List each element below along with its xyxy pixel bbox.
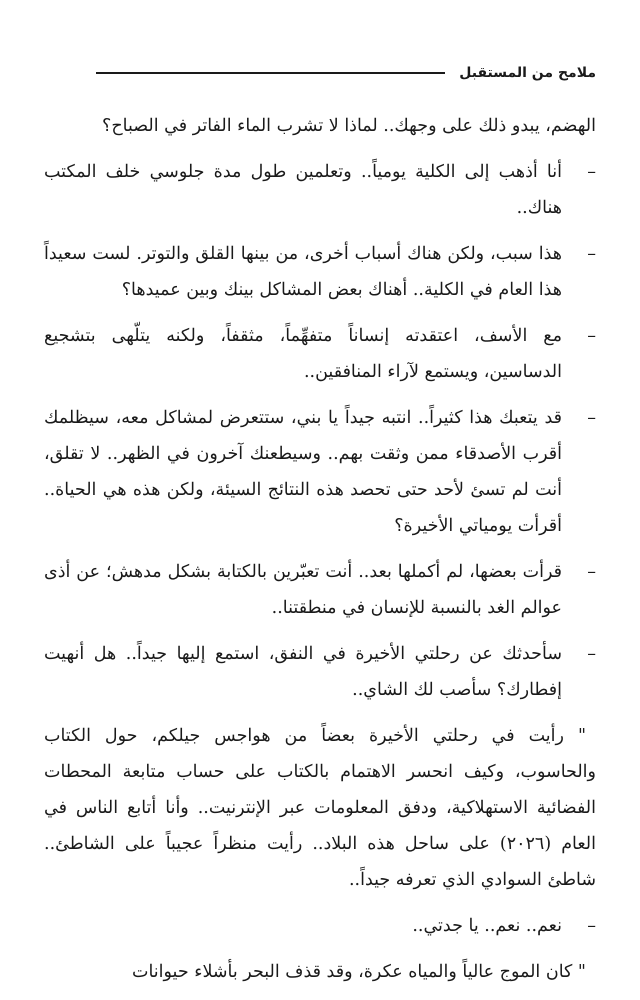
dialog-text: مع الأسف، اعتقدته إنساناً متفهِّماً، مثقفاً، ولكنه يتلّهى بتشجيع الدساسين، ويستمع لآراء المنافقين.. (44, 326, 562, 382)
running-header (96, 62, 596, 84)
dialog-line (44, 908, 596, 944)
dialog-dash: – (587, 162, 596, 182)
closing-fragment: " كان الموج عالياً والمياه عكرة، وقد قذف البحر بأشلاء حيوانات (131, 962, 586, 982)
dialog-dash: – (587, 244, 596, 264)
running-title: ملامح من المستقبل (459, 65, 596, 81)
header-rule (96, 72, 445, 74)
dialog-line (44, 318, 596, 390)
dialog-dash: – (587, 408, 596, 428)
dialog-text: هذا سبب، ولكن هناك أسباب أخرى، من بينها القلق والتوتر. لست سعيداً هذا العام في الكلية.. أهناك بعض المشاكل بينك وبين عميدها؟ (44, 244, 562, 300)
dialog-text: أنا أذهب إلى الكلية يومياً.. وتعلمين طول مدة جلوسي خلف المكتب هناك.. (44, 162, 562, 218)
dialog-text: قرأت بعضها، لم أكملها بعد.. أنت تعبّرين بالكتابة بشكل مدهش؛ عن أذى عوالم الغد بالنسبة للإنسان في منطقتنا.. (44, 562, 562, 618)
dialog-line (44, 554, 596, 626)
dialog-text: سأحدثك عن رحلتي الأخيرة في النفق، استمع إليها جيداً.. هل أنهيت إفطارك؟ سأصب لك الشاي.. (44, 644, 562, 700)
dialog-line (44, 236, 596, 308)
continuation-paragraph: الهضم، يبدو ذلك على وجهك.. لماذا لا تشرب الماء الفاتر في الصباح؟ (102, 116, 596, 136)
dialog-text: قد يتعبك هذا كثيراً.. انتبه جيداً يا بني، ستتعرض لمشاكل معه، سيظلمك أقرب الأصدقاء ممن وثقت بهم.. وسيطعنك آخرون في الظهر.. لا تقلق، أنت لم تسئ لأحد حتى تحصد هذه النتائج السيئة، ولكن هذه هي الحياة.. أقرأت يومياتي الأخيرة؟ (44, 408, 562, 536)
quote-paragraph: " رأيت في رحلتي الأخيرة بعضاً من هواجس جيلكم، حول الكتاب والحاسوب، وكيف انحسر الاهتمام بالكتاب على حساب متابعة المحطات الفضائية الاستهلاكية، ودفق المعلومات عبر الإنترنيت.. وأنا أتابع الناس في العام (٢٠٢٦) على ساحل هذه البلاد.. رأيت منظراً عجيباً على الشاطئ.. شاطئ السوادي الذي تعرفه جيداً.. (44, 726, 596, 890)
short-reply: نعم.. نعم.. يا جدتي.. (412, 916, 562, 936)
dialog-line (44, 636, 596, 708)
body-text (44, 108, 596, 1000)
dialog-dash: – (587, 326, 596, 346)
dialog-line (44, 400, 596, 544)
dialog-dash: – (587, 916, 596, 936)
dialog-dash: – (587, 644, 596, 664)
dialog-line (44, 154, 596, 226)
dialog-dash: – (587, 562, 596, 582)
